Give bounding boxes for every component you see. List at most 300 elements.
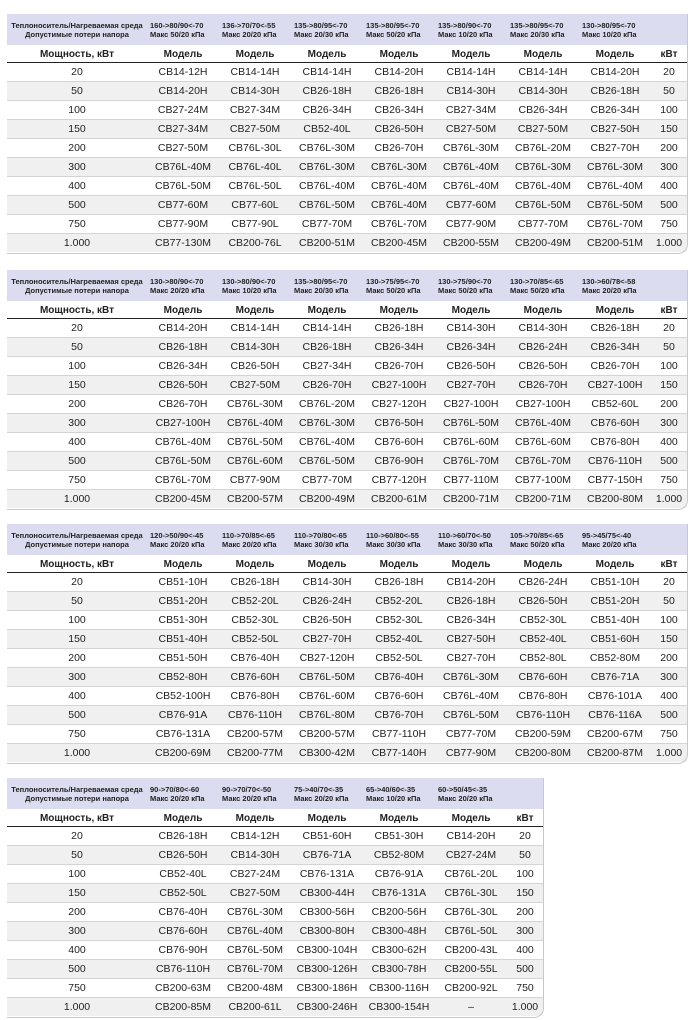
model-cell: CB76L-60M	[291, 687, 363, 706]
model-cell: CB76L-50M	[579, 196, 651, 215]
model-cell: CB200-87M	[579, 744, 651, 763]
table-row	[7, 922, 543, 941]
temperature-condition: 130->80/90<-70	[222, 276, 276, 286]
kw-value: 200	[651, 649, 687, 668]
model-cell: CB76L-30M	[579, 158, 651, 177]
table-row	[7, 865, 543, 884]
model-cell: CB52-50L	[219, 630, 291, 649]
model-cell: CB51-10H	[147, 573, 219, 592]
power-value: 300	[7, 158, 147, 177]
power-value: 200	[7, 903, 147, 922]
kw-column-header: кВт	[507, 810, 543, 827]
model-cell: CB26-18H	[291, 82, 363, 101]
temperature-condition: 135->80/95<-70	[510, 20, 564, 30]
model-cell: CB200-57M	[219, 490, 291, 509]
model-cell: CB26-24H	[291, 592, 363, 611]
model-column-header: Модель	[219, 46, 291, 63]
model-column-header: Модель	[363, 302, 435, 319]
model-cell: CB26-50H	[363, 120, 435, 139]
model-cell: CB76-60H	[579, 414, 651, 433]
model-cell: CB51-40H	[579, 611, 651, 630]
model-cell: CB26-50H	[435, 357, 507, 376]
table-row	[7, 687, 687, 706]
model-cell: CB76-116A	[579, 706, 651, 725]
model-cell: CB26-50H	[147, 376, 219, 395]
selection-table-2	[7, 270, 687, 508]
model-cell: CB300-80H	[291, 922, 363, 941]
model-cell: CB200-59M	[507, 725, 579, 744]
power-value: 500	[7, 706, 147, 725]
model-cell: CB52-80H	[147, 668, 219, 687]
model-cell: CB14-30H	[219, 338, 291, 357]
model-cell: CB200-55M	[435, 234, 507, 253]
model-cell: CB51-30H	[363, 827, 435, 846]
model-cell: CB76L-30L	[219, 139, 291, 158]
condition-header	[507, 270, 579, 302]
pressure-loss: Макс 30/30 кПа	[294, 539, 349, 549]
power-value: 100	[7, 357, 147, 376]
table-row	[7, 139, 687, 158]
model-cell: CB26-34H	[507, 101, 579, 120]
condition-header	[507, 14, 579, 46]
medium-label-line2: Допустимые потери напора	[25, 793, 129, 803]
model-column-header: Модель	[219, 556, 291, 573]
header-row	[7, 270, 687, 302]
power-value: 50	[7, 846, 147, 865]
model-cell: CB14-20H	[435, 827, 507, 846]
model-column-header: Модель	[291, 46, 363, 63]
medium-label-line2: Допустимые потери напора	[25, 539, 129, 549]
model-cell: CB200-61M	[363, 490, 435, 509]
condition-header	[291, 524, 363, 556]
power-value: 500	[7, 196, 147, 215]
model-cell: CB200-85M	[147, 998, 219, 1017]
model-cell: CB26-34H	[291, 101, 363, 120]
condition-header	[363, 524, 435, 556]
model-cell: CB200-92L	[435, 979, 507, 998]
table-row	[7, 433, 687, 452]
condition-header	[147, 778, 219, 810]
table-row	[7, 941, 543, 960]
pressure-loss: Макс 20/20 кПа	[222, 29, 277, 39]
model-cell: CB27-70H	[291, 630, 363, 649]
model-column-header: Модель	[363, 46, 435, 63]
model-column-header: Модель	[291, 302, 363, 319]
model-cell: CB76-91A	[363, 865, 435, 884]
model-cell: CB76-131A	[363, 884, 435, 903]
medium-label-line2: Допустимые потери напора	[25, 29, 129, 39]
temperature-condition: 110->70/85<-65	[222, 530, 275, 540]
model-cell: CB76L-70M	[435, 452, 507, 471]
model-cell: CB77-70M	[507, 215, 579, 234]
model-cell: CB14-14H	[291, 63, 363, 82]
model-cell: CB52-100H	[147, 687, 219, 706]
kw-value: 1.000	[651, 490, 687, 509]
model-cell: CB77-90M	[219, 471, 291, 490]
kw-value: 300	[651, 668, 687, 687]
medium-label-line1: Теплоноситель/Нагреваемая среда	[11, 530, 143, 540]
model-cell: CB77-110H	[363, 725, 435, 744]
model-cell: CB27-50M	[219, 120, 291, 139]
model-cell: CB26-70H	[363, 357, 435, 376]
model-cell: CB76L-30L	[435, 903, 507, 922]
model-cell: CB300-56H	[291, 903, 363, 922]
model-cell: CB76L-30M	[507, 158, 579, 177]
kw-value: 400	[507, 941, 543, 960]
power-column-header: Мощность, кВт	[7, 302, 147, 319]
pressure-loss: Макс 20/20 кПа	[222, 539, 277, 549]
temperature-condition: 135->80/90<-70	[438, 20, 492, 30]
kw-value: 200	[651, 395, 687, 414]
model-cell: CB76-60H	[219, 668, 291, 687]
pressure-loss: Макс 10/20 кПа	[438, 29, 493, 39]
pressure-loss: Макс 20/20 кПа	[438, 793, 493, 803]
model-column-header: Модель	[579, 46, 651, 63]
model-column-header: Модель	[147, 302, 219, 319]
model-column-header: Модель	[579, 302, 651, 319]
power-value: 20	[7, 63, 147, 82]
model-cell: CB51-60H	[291, 827, 363, 846]
model-cell: CB77-100M	[507, 471, 579, 490]
table-row	[7, 573, 687, 592]
model-cell: CB76L-40M	[291, 177, 363, 196]
temperature-condition: 95->45/75<-40	[582, 530, 632, 540]
condition-header	[579, 270, 651, 302]
model-cell: CB76-90H	[363, 452, 435, 471]
model-cell: CB52-50L	[147, 884, 219, 903]
model-cell: CB14-20H	[435, 573, 507, 592]
model-cell: CB51-50H	[147, 649, 219, 668]
model-cell: CB76L-20M	[507, 139, 579, 158]
model-column-header: Модель	[507, 46, 579, 63]
header-kw-blank	[651, 524, 687, 556]
table-row	[7, 63, 687, 82]
model-cell: CB300-62H	[363, 941, 435, 960]
model-cell: CB77-90M	[435, 215, 507, 234]
model-cell: CB76L-30M	[363, 158, 435, 177]
model-cell: CB76L-30M	[291, 158, 363, 177]
power-value: 500	[7, 960, 147, 979]
model-cell: CB76L-40L	[219, 158, 291, 177]
header-row	[7, 778, 543, 810]
power-value: 20	[7, 319, 147, 338]
temperature-condition: 90->70/80<-60	[150, 784, 200, 794]
table-row	[7, 215, 687, 234]
kw-value: 750	[651, 725, 687, 744]
temperature-condition: 130->75/90<-70	[438, 276, 492, 286]
model-cell: CB76L-50L	[219, 177, 291, 196]
model-cell: CB14-30H	[507, 82, 579, 101]
subheader-row	[7, 810, 543, 827]
kw-value: 20	[651, 573, 687, 592]
model-column-header: Модель	[579, 556, 651, 573]
condition-header	[147, 524, 219, 556]
power-value: 400	[7, 177, 147, 196]
model-cell: CB77-70M	[435, 725, 507, 744]
model-cell: CB76L-50M	[291, 668, 363, 687]
table-row	[7, 827, 543, 846]
model-cell: CB76L-40M	[579, 177, 651, 196]
model-cell: CB27-50M	[219, 884, 291, 903]
selection-table-4	[7, 778, 543, 1016]
model-cell: CB26-34H	[435, 338, 507, 357]
model-cell: CB76L-50M	[219, 941, 291, 960]
temperature-condition: 135->80/95<-70	[366, 20, 420, 30]
model-cell: CB26-50H	[291, 611, 363, 630]
model-cell: CB26-18H	[579, 82, 651, 101]
model-cell: CB76L-70M	[147, 471, 219, 490]
medium-label-line1: Теплоноситель/Нагреваемая среда	[11, 20, 143, 30]
model-cell: CB200-57M	[291, 725, 363, 744]
condition-header	[291, 778, 363, 810]
model-cell: CB76-40H	[219, 649, 291, 668]
model-cell: CB27-70H	[435, 376, 507, 395]
model-column-header: Модель	[363, 556, 435, 573]
model-cell: CB200-55L	[435, 960, 507, 979]
kw-value: 1.000	[651, 234, 687, 253]
power-value: 150	[7, 120, 147, 139]
model-cell: CB76L-50M	[507, 196, 579, 215]
kw-value: 750	[651, 471, 687, 490]
model-cell: CB76L-50L	[435, 922, 507, 941]
table-row	[7, 649, 687, 668]
model-cell: CB27-34M	[147, 120, 219, 139]
model-cell: CB52-60L	[579, 395, 651, 414]
model-cell: CB76L-30M	[219, 395, 291, 414]
table-row	[7, 234, 687, 253]
model-cell: CB76L-20L	[435, 865, 507, 884]
temperature-condition: 130->80/90<-70	[150, 276, 204, 286]
table-row	[7, 319, 687, 338]
model-cell: CB26-70H	[291, 376, 363, 395]
model-cell: CB27-50M	[507, 120, 579, 139]
table-row	[7, 725, 687, 744]
model-cell: CB76L-50M	[435, 414, 507, 433]
pressure-loss: Макс 20/20 кПа	[150, 285, 205, 295]
condition-header	[219, 524, 291, 556]
model-cell: CB200-80M	[579, 490, 651, 509]
model-cell: CB200-48M	[219, 979, 291, 998]
table-row	[7, 338, 687, 357]
model-cell: CB76L-40M	[507, 414, 579, 433]
kw-value: 200	[651, 139, 687, 158]
model-cell: CB27-70H	[579, 139, 651, 158]
model-cell: CB77-130M	[147, 234, 219, 253]
pressure-loss: Макс 20/20 кПа	[150, 793, 205, 803]
kw-column-header: кВт	[651, 556, 687, 573]
model-cell: CB76L-40M	[363, 177, 435, 196]
condition-header	[219, 270, 291, 302]
header-row	[7, 524, 687, 556]
power-value: 400	[7, 433, 147, 452]
model-cell: CB26-24H	[507, 338, 579, 357]
model-cell: CB76L-50M	[147, 177, 219, 196]
model-cell: CB76L-30L	[435, 884, 507, 903]
condition-header	[579, 14, 651, 46]
kw-column-header: кВт	[651, 302, 687, 319]
header-kw-blank	[651, 270, 687, 302]
pressure-loss: Макс 50/20 кПа	[510, 539, 565, 549]
model-cell: CB76L-30M	[435, 668, 507, 687]
model-cell: CB77-60M	[435, 196, 507, 215]
model-cell: CB52-80M	[363, 846, 435, 865]
model-cell: CB200-76L	[219, 234, 291, 253]
selection-table-1	[7, 14, 687, 252]
model-cell: CB200-49M	[291, 490, 363, 509]
model-cell: CB76L-20M	[291, 395, 363, 414]
model-cell: CB14-20H	[579, 63, 651, 82]
power-value: 750	[7, 471, 147, 490]
table-row	[7, 177, 687, 196]
table-row	[7, 82, 687, 101]
model-cell: CB200-45M	[363, 234, 435, 253]
power-value: 150	[7, 884, 147, 903]
power-column-header: Мощность, кВт	[7, 46, 147, 63]
pressure-loss: Макс 20/30 кПа	[510, 29, 565, 39]
temperature-condition: 130->60/78<-58	[582, 276, 636, 286]
model-cell: CB300-78H	[363, 960, 435, 979]
kw-value: 100	[651, 611, 687, 630]
model-cell: CB52-50L	[363, 649, 435, 668]
model-cell: CB14-20H	[363, 63, 435, 82]
header-row	[7, 14, 687, 46]
model-cell: CB76L-70M	[507, 452, 579, 471]
condition-header	[363, 14, 435, 46]
model-cell: CB200-80M	[507, 744, 579, 763]
model-cell: CB26-18H	[363, 573, 435, 592]
pressure-loss: Макс 20/20 кПа	[294, 793, 349, 803]
model-cell: CB14-30H	[435, 319, 507, 338]
model-cell: CB76L-80M	[291, 706, 363, 725]
power-value: 100	[7, 611, 147, 630]
model-cell: CB77-70M	[291, 215, 363, 234]
condition-header	[435, 524, 507, 556]
power-value: 20	[7, 573, 147, 592]
model-cell: CB300-246H	[291, 998, 363, 1017]
model-cell: CB14-14H	[219, 63, 291, 82]
model-cell: CB76-40H	[147, 903, 219, 922]
model-cell: CB14-30H	[435, 82, 507, 101]
condition-header	[291, 14, 363, 46]
kw-value: 150	[651, 120, 687, 139]
power-value: 500	[7, 452, 147, 471]
model-cell: CB27-50H	[579, 120, 651, 139]
power-value: 50	[7, 338, 147, 357]
model-column-header: Модель	[435, 302, 507, 319]
selection-table-3	[7, 524, 687, 762]
medium-label	[7, 14, 147, 46]
model-cell: CB51-30H	[147, 611, 219, 630]
model-cell: CB14-30H	[291, 573, 363, 592]
header-kw-blank	[507, 778, 543, 810]
power-value: 750	[7, 215, 147, 234]
power-value: 150	[7, 376, 147, 395]
model-cell: CB77-90M	[435, 744, 507, 763]
kw-value: 100	[651, 101, 687, 120]
power-value: 750	[7, 725, 147, 744]
model-cell: CB52-40L	[507, 630, 579, 649]
power-value: 20	[7, 827, 147, 846]
table-row	[7, 903, 543, 922]
pressure-loss: Макс 50/20 кПа	[366, 29, 421, 39]
model-cell: CB76L-30M	[219, 903, 291, 922]
medium-label-line1: Теплоноситель/Нагреваемая среда	[11, 784, 143, 794]
power-value: 300	[7, 922, 147, 941]
model-cell: CB76-71A	[291, 846, 363, 865]
model-cell: CB76L-40M	[219, 922, 291, 941]
model-cell: CB76-80H	[219, 687, 291, 706]
kw-value: 150	[507, 884, 543, 903]
model-cell: CB26-34H	[579, 101, 651, 120]
kw-value: 20	[651, 63, 687, 82]
table-row	[7, 471, 687, 490]
model-cell: CB26-70H	[147, 395, 219, 414]
model-cell: CB51-10H	[579, 573, 651, 592]
model-cell: CB76L-30M	[291, 139, 363, 158]
model-cell: CB51-60H	[579, 630, 651, 649]
table-row	[7, 414, 687, 433]
model-cell: CB14-14H	[219, 319, 291, 338]
model-cell: –	[435, 998, 507, 1017]
power-value: 1.000	[7, 998, 147, 1017]
model-cell: CB14-12H	[219, 827, 291, 846]
model-cell: CB300-154H	[363, 998, 435, 1017]
condition-header	[147, 14, 219, 46]
model-cell: CB27-100H	[435, 395, 507, 414]
model-cell: CB76-60H	[507, 668, 579, 687]
table-row	[7, 592, 687, 611]
model-cell: CB26-18H	[579, 319, 651, 338]
model-cell: CB52-30L	[363, 611, 435, 630]
medium-label	[7, 778, 147, 810]
model-cell: CB77-120H	[363, 471, 435, 490]
pressure-loss: Макс 20/20 кПа	[222, 793, 277, 803]
subheader-row	[7, 556, 687, 573]
model-cell: CB52-20L	[219, 592, 291, 611]
model-column-header: Модель	[435, 810, 507, 827]
kw-value: 500	[651, 452, 687, 471]
model-cell: CB26-50H	[219, 357, 291, 376]
model-cell: CB76L-70M	[219, 960, 291, 979]
condition-header	[363, 778, 435, 810]
model-cell: CB52-80M	[579, 649, 651, 668]
kw-value: 100	[651, 357, 687, 376]
model-column-header: Модель	[147, 556, 219, 573]
table-row	[7, 706, 687, 725]
model-cell: CB26-70H	[579, 357, 651, 376]
kw-column-header: кВт	[651, 46, 687, 63]
kw-value: 150	[651, 630, 687, 649]
medium-label	[7, 524, 147, 556]
model-cell: CB27-100H	[507, 395, 579, 414]
model-cell: CB26-50H	[507, 592, 579, 611]
model-cell: CB27-50M	[435, 120, 507, 139]
temperature-condition: 130->70/85<-65	[510, 276, 564, 286]
power-value: 300	[7, 668, 147, 687]
model-cell: CB77-60M	[147, 196, 219, 215]
model-cell: CB76L-40M	[147, 158, 219, 177]
kw-value: 750	[651, 215, 687, 234]
temperature-condition: 160->80/90<-70	[150, 20, 204, 30]
model-column-header: Модель	[291, 810, 363, 827]
pressure-loss: Макс 10/20 кПа	[222, 285, 277, 295]
model-cell: CB76-80H	[507, 687, 579, 706]
pressure-loss: Макс 50/20 кПа	[438, 285, 493, 295]
model-cell: CB14-12H	[147, 63, 219, 82]
model-cell: CB76-60H	[363, 687, 435, 706]
table-row	[7, 630, 687, 649]
kw-value: 50	[651, 338, 687, 357]
